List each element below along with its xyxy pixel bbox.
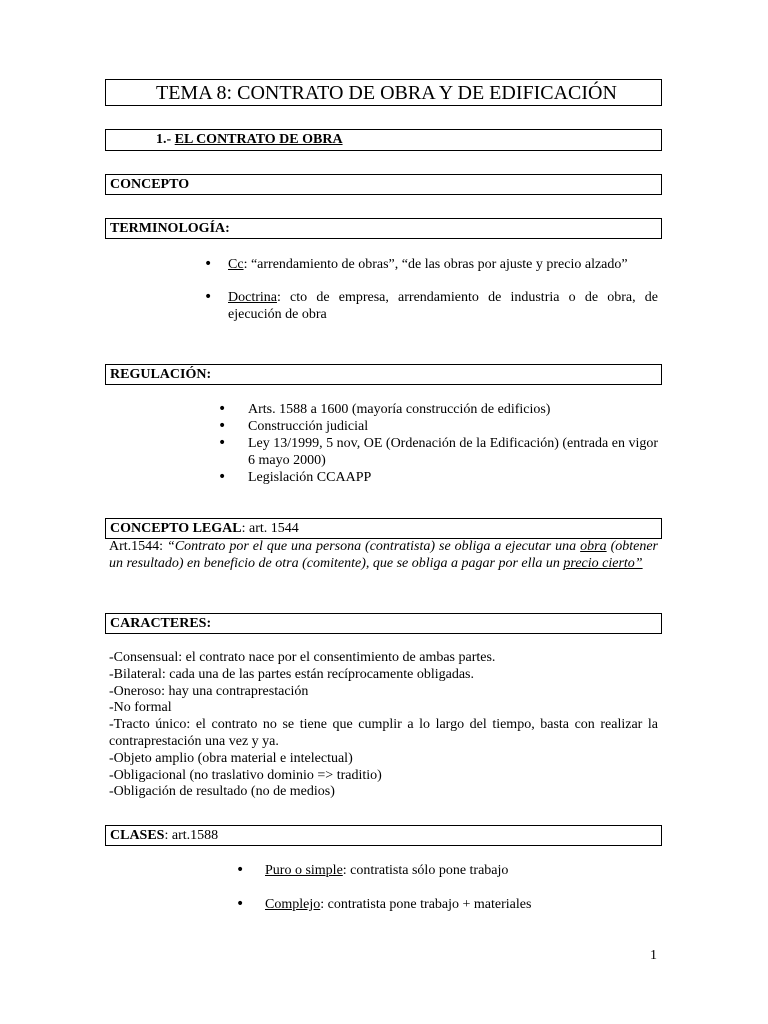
caracteres-list [109, 650, 658, 801]
clase-puro: Puro o simple [265, 863, 343, 878]
caracteres-heading [105, 613, 662, 634]
regulacion-list [248, 401, 658, 486]
concepto-legal-heading [105, 518, 662, 539]
regulacion-heading-text: REGULACIÓN: [110, 367, 212, 382]
list-item [228, 289, 658, 323]
page-number: 1 [650, 948, 657, 963]
list-item [248, 418, 658, 435]
caracter-line: -Tracto único: el contrato no se tiene que cumplir a lo largo del tiempo, basta con realizar la contraprestación una vez y ya. [109, 717, 658, 749]
concepto-legal-heading-text: CONCEPTO LEGAL [110, 521, 242, 536]
caracter-line: -Objeto amplio (obra material e intelectual) [109, 750, 353, 766]
regulacion-item-text: Ley 13/1999, 5 nov, OE (Ordenación de la Edificación) (entrada en vigor 6 mayo 2000) [248, 436, 658, 468]
list-item [265, 896, 658, 913]
caracter-line: -Consensual: el contrato nace por el consentimiento de ambas partes. [109, 650, 496, 665]
caracter-line: -Obligación de resultado (no de medios) [109, 784, 335, 800]
term-doctrina-text: : cto de empresa, arrendamiento de industria o de obra, de ejecución de obra [228, 290, 658, 322]
list-item [228, 256, 658, 273]
regulacion-item-text: Construcción judicial [248, 419, 369, 434]
clase-puro-text: : contratista sólo pone trabajo [342, 863, 509, 878]
regulacion-item-text: Legislación CCAAPP [248, 470, 372, 485]
concepto-heading [105, 174, 662, 195]
concepto-legal-ref: : art. 1544 [241, 521, 299, 536]
article-quote [109, 539, 658, 573]
terminologia-heading [105, 218, 662, 239]
clases-heading [105, 825, 662, 846]
section-title: EL CONTRATO DE OBRA [174, 132, 343, 147]
list-item [265, 862, 658, 879]
list-item [248, 469, 658, 486]
concepto-heading-text: CONCEPTO [110, 177, 190, 192]
clase-complejo-text: : contratista pone trabajo + materiales [320, 897, 532, 912]
clases-list [265, 862, 658, 913]
term-doctrina: Doctrina [228, 290, 277, 305]
quote-obra: obra [580, 539, 607, 554]
caracteres-heading-text: CARACTERES: [110, 616, 212, 631]
quote-part-2: (obtener un resultado) en beneficio de otra (comitente), que se obliga a pagar por ella un [109, 539, 659, 571]
terminologia-list [228, 256, 658, 323]
quote-part-1: “Contrato por el que una persona (contratista) se obliga a ejecutar una [167, 539, 581, 554]
list-item [248, 401, 658, 418]
term-cc: Cc [228, 257, 244, 272]
title-text: TEMA 8: CONTRATO DE OBRA Y DE EDIFICACIÓN [156, 82, 617, 104]
caracter-line: -Oneroso: hay una contraprestación [109, 683, 309, 699]
term-cc-text: : “arrendamiento de obras”, “de las obras por ajuste y precio alzado” [243, 257, 628, 272]
caracter-line: -Bilateral: cada una de las partes están recíprocamente obligadas. [109, 666, 474, 682]
clases-heading-text: CLASES [110, 828, 165, 843]
clase-complejo: Complejo [265, 897, 321, 912]
caracter-line: -Obligacional (no traslativo dominio => traditio) [109, 767, 382, 783]
caracter-line: -No formal [109, 700, 172, 716]
terminologia-heading-text: TERMINOLOGÍA: [110, 221, 230, 236]
regulacion-item-text: Arts. 1588 a 1600 (mayoría construcción de edificios) [248, 402, 551, 417]
list-item [248, 435, 658, 469]
section-number: 1.- [156, 132, 172, 147]
section-heading [105, 129, 662, 151]
quote-precio: precio cierto” [563, 555, 643, 571]
article-prefix: Art.1544: [109, 539, 168, 554]
regulacion-heading [105, 364, 662, 385]
document-title [105, 79, 662, 106]
clases-ref: : art.1588 [164, 828, 219, 843]
